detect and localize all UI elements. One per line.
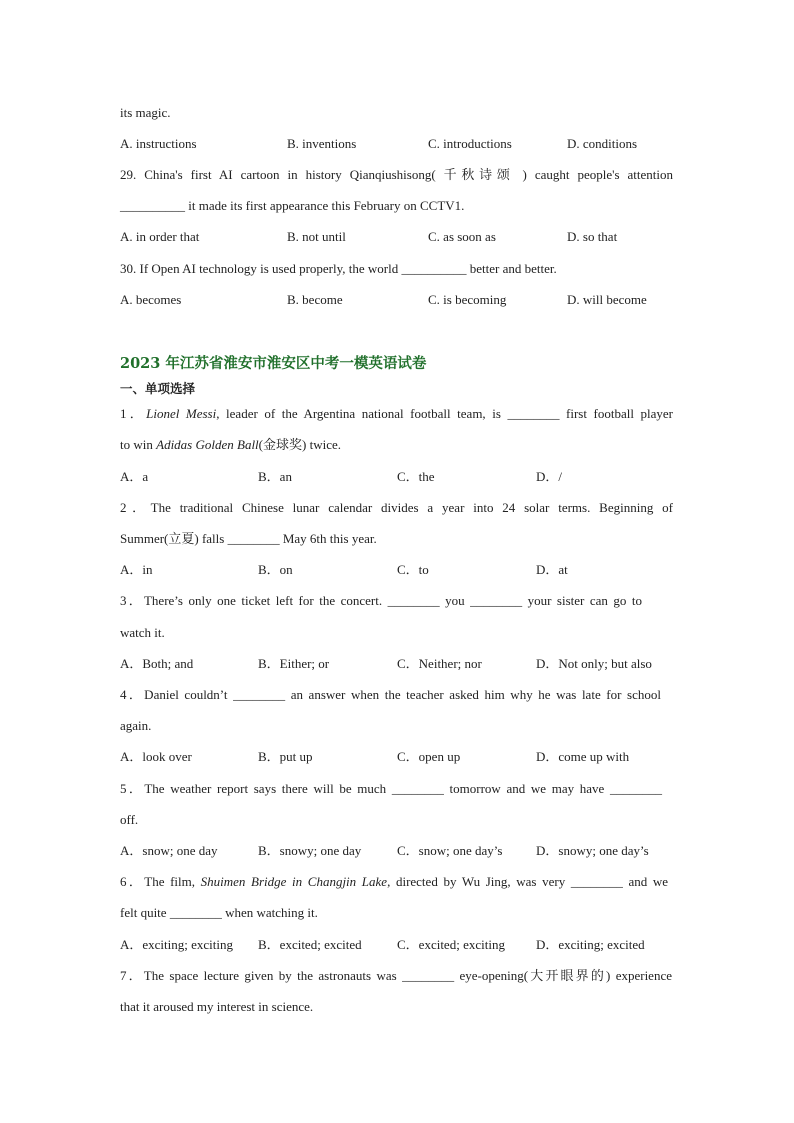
q6-line2: felt quite ________ when watching it. [120,905,318,920]
q30-option-d: D. will become [567,292,647,307]
q29-option-c: C. as soon as [428,229,496,244]
q5-option-d: D．snowy; one day’s [536,843,649,858]
q29-option-a: A. in order that [120,229,200,244]
q1-option-a: A．a [120,469,149,484]
q30-option-c: C. is becoming [428,292,507,307]
q6-option-d: D．exciting; excited [536,937,645,952]
q28-option-c: C. introductions [428,136,512,151]
q1-italic-name: Lionel Messi [146,406,217,421]
q2-option-b: B．on [258,562,293,577]
q5-line2: off. [120,812,139,827]
q2-line1: 2．The traditional Chinese lunar calendar divides a year into 24 solar terms. Beginning of [120,500,673,515]
q7-line1: 7．The space lecture given by the astronauts was ________ eye-opening(大开眼界的) experience [120,968,672,983]
q4-option-c: C．open up [397,749,461,764]
q4-line1: 4．Daniel couldn’t ________ an answer when the teacher asked him why he was late for school [120,687,661,702]
q1-option-b: B．an [258,469,292,484]
q2-option-d: D．at [536,562,568,577]
q3-line1: 3．There’s only one ticket left for the concert. ________ you ________ your sister can go to [120,593,642,608]
q29-option-d: D. so that [567,229,618,244]
exam-title: 2023 年江苏省淮安市淮安区中考一模英语试卷 [120,355,427,372]
q4-line2: again. [120,718,152,733]
q2-option-c: C．to [397,562,429,577]
q3-option-b: B．Either; or [258,656,330,671]
q7-line2: that it aroused my interest in science. [120,999,314,1014]
q1-line1: 1．Lionel Messi, leader of the Argentina national football team, is ________ first football player [120,406,673,421]
q3-line2: watch it. [120,625,165,640]
q6-option-a: A．exciting; exciting [120,937,234,952]
q28-option-d: D. conditions [567,136,638,151]
q29-line1: 29. China's first AI cartoon in history Qianqiushisong( 千秋诗颂 ) caught people's attention [120,167,673,182]
q5-option-a: A．snow; one day [120,843,218,858]
q30-option-b: B. become [287,292,343,307]
q28-option-b: B. inventions [287,136,357,151]
q5-line1: 5．The weather report says there will be much ________ tomorrow and we may have ________ [120,781,662,796]
q6-line1: 6．The film, Shuimen Bridge in Changjin Lake, directed by Wu Jing, was very ________ and we [120,874,668,889]
q29-option-b: B. not until [287,229,346,244]
section-title: 一、单项选择 [120,381,196,396]
q2-option-a: A．in [120,562,153,577]
q6-option-c: C．excited; exciting [397,937,505,952]
q4-option-b: B．put up [258,749,313,764]
q1-line2: to win Adidas Golden Ball(金球奖) twice. [120,437,341,452]
q1-option-d: D．/ [536,469,563,484]
q2-line2: Summer(立夏) falls ________ May 6th this year. [120,531,377,546]
q30-line1: 30. If Open AI technology is used properly, the world __________ better and better. [120,261,557,276]
q3-option-c: C．Neither; nor [397,656,482,671]
q6-italic-film: Shuimen Bridge in Changjin Lake [200,874,388,889]
q29-line2: __________ it made its first appearance this February on CCTV1. [120,198,465,213]
q3-option-d: D．Not only; but also [536,656,652,671]
q28-option-a: A. instructions [120,136,197,151]
q3-option-a: A．Both; and [120,656,194,671]
q1-option-c: C．the [397,469,435,484]
q28-tail: its magic. [120,105,171,120]
q5-option-b: B．snowy; one day [258,843,362,858]
q5-option-c: C．snow; one day’s [397,843,503,858]
q4-option-d: D．come up with [536,749,630,764]
q6-option-b: B．excited; excited [258,937,362,952]
q30-option-a: A. becomes [120,292,182,307]
q1-italic-award: Adidas Golden Ball [156,437,259,452]
q4-option-a: A．look over [120,749,192,764]
